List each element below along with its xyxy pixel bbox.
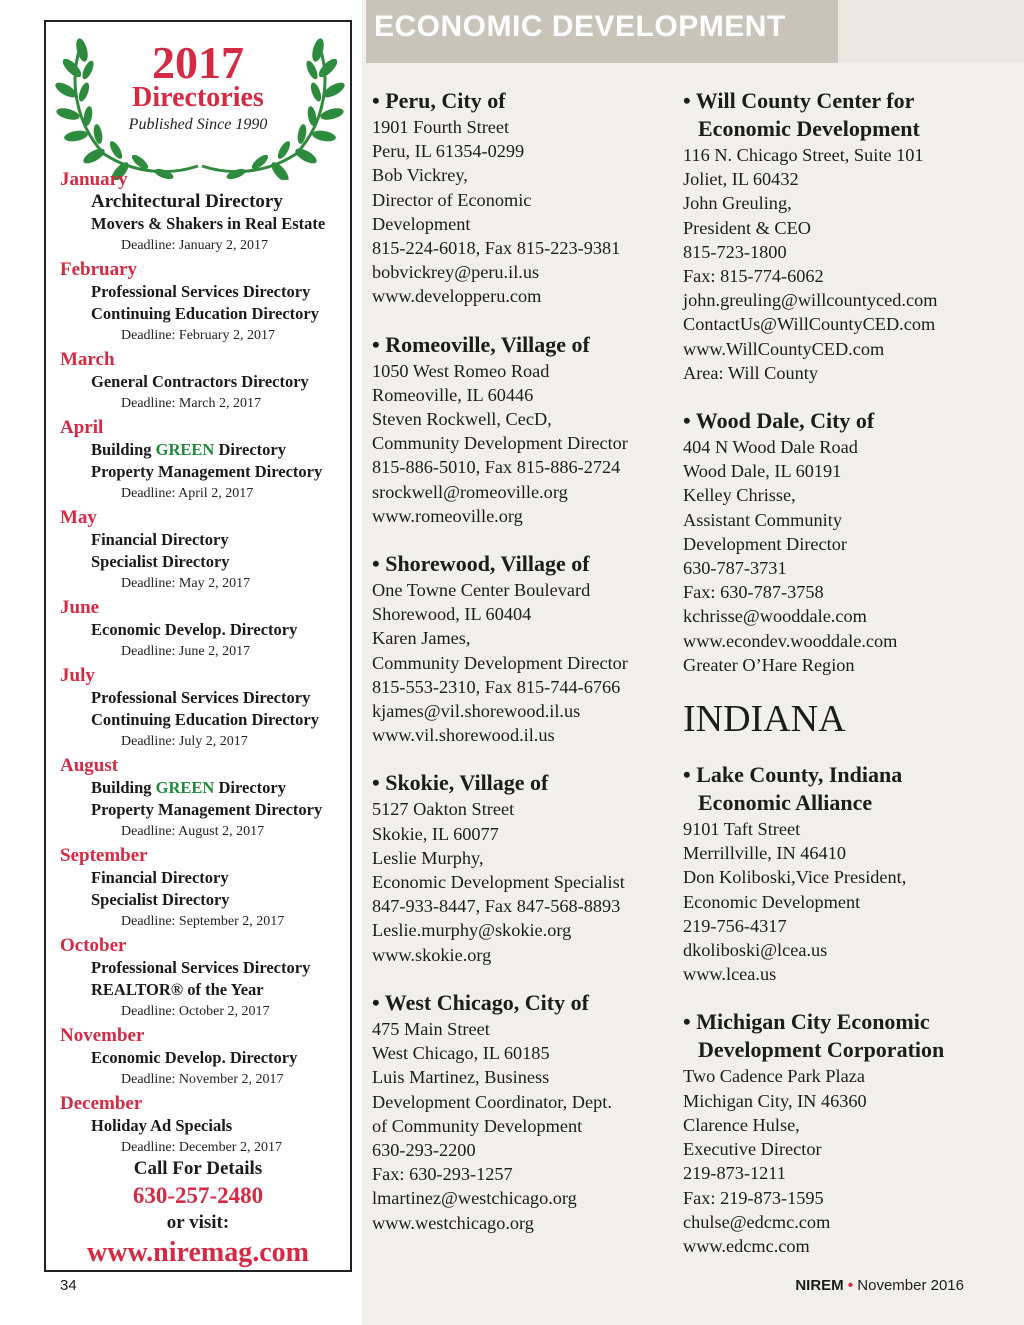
entry-link[interactable]: www.edcmc.com [683,1235,810,1256]
entry-link[interactable]: www.lcea.us [683,964,777,985]
entry-link[interactable]: www.econdev.wooddale.com [683,630,898,651]
entry-detail: Development Director [683,533,847,554]
column-left [372,87,672,1257]
entry-detail: Bob Vickrey, [372,165,468,186]
page-number: 34 [60,1277,77,1294]
green-label: GREEN [155,440,215,459]
deadline: Deadline: October 2, 2017 [121,1004,270,1019]
entry-detail: 815-553-2310, Fax 815-744-6766 [372,676,621,697]
entry-link[interactable]: john.greuling@willcountyced.com [683,290,938,311]
entry-name: • West Chicago, City of [372,989,589,1015]
directory-item-text: Directory [214,440,286,459]
entry-detail: President & CEO [683,217,811,238]
website-link[interactable]: www.niremag.com [87,1237,309,1268]
directory-item [91,957,350,979]
directory-item-text: Property Management Directory [91,800,323,819]
magazine-name: NIREM [795,1277,844,1294]
entry-detail: 1901 Fourth Street [372,117,510,137]
contact-phone[interactable]: 630-257-2480 [132,1183,264,1208]
directory-item [91,889,350,911]
deadline: Deadline: December 2, 2017 [121,1140,282,1155]
deadline: Deadline: November 2, 2017 [121,1072,284,1087]
deadline: Deadline: April 2, 2017 [121,486,254,501]
directories-year: 2017 [152,37,244,88]
directory-item-text: General Contractors Directory [91,372,309,391]
entry-detail: John Greuling, [683,193,792,214]
entry-detail: Wood Dale, IL 60191 [683,461,842,482]
month-name: January [60,169,128,190]
entry-detail: Romeoville, IL 60446 [372,384,534,405]
entry-link[interactable]: kjames@vil.shorewood.il.us [372,701,581,722]
call-to-action [46,1156,350,1270]
directory-item-text: Architectural Directory [91,191,283,212]
entry-detail: 630-787-3731 [683,558,787,579]
month-schedule [60,167,350,1159]
footer-separator: • [847,1277,854,1294]
entry-detail: Greater O’Hare Region [683,654,855,675]
directory-item-text: Building [91,778,156,797]
entry-detail: West Chicago, IL 60185 [372,1043,550,1064]
directory-item-text: Continuing Education Directory [91,304,319,323]
directory-item-text: Economic Develop. Directory [91,620,298,639]
directory-item-text: Financial Directory [91,868,229,887]
deadline: Deadline: July 2, 2017 [121,734,248,749]
entry-detail: Michigan City, IN 46360 [683,1090,867,1111]
entry-detail: Clarence Hulse, [683,1114,800,1135]
entry-link[interactable]: bobvickrey@peru.il.us [372,262,540,283]
directory-item [91,551,350,573]
directory-item-text: Directory [214,778,286,797]
directory-entry [372,769,672,966]
entry-detail: Fax: 219-873-1595 [683,1187,824,1208]
deadline: Deadline: March 2, 2017 [121,396,261,411]
month-name: February [60,259,138,280]
entry-detail: 815-886-5010, Fax 815-886-2724 [372,457,621,478]
month-name: September [60,845,148,866]
entry-detail: Development [372,213,471,234]
directory-item [91,281,350,303]
directory-item [91,979,350,1001]
directory-item [91,867,350,889]
entry-detail: Fax: 815-774-6062 [683,266,824,287]
entry-detail: Merrillville, IN 46410 [683,843,846,864]
entry-detail: 404 N Wood Dale Road [683,437,858,458]
entry-link[interactable]: www.vil.shorewood.il.us [372,725,555,746]
entry-detail: Steven Rockwell, CecD, [372,409,552,430]
directory-item-text: Continuing Education Directory [91,710,319,729]
entry-name: • Lake County, Indiana Economic Alliance [683,762,903,816]
entry-detail: Peru, IL 61354-0299 [372,141,525,162]
entry-detail: Kelley Chrisse, [683,485,796,506]
entry-name: • Shorewood, Village of [372,551,590,577]
header-bar-tail [838,0,1024,63]
directory-item-text: Financial Directory [91,530,229,549]
directory-entry [683,761,983,986]
month-name: April [60,417,104,438]
entry-detail: 116 N. Chicago Street, Suite 101 [683,145,924,165]
directory-entry [683,87,983,385]
entry-detail: Karen James, [372,628,471,649]
directory-entry [372,331,672,528]
entry-detail: of Community Development [372,1115,583,1136]
entry-detail: 847-933-8447, Fax 847-568-8893 [372,896,621,917]
entry-link[interactable]: Leslie.murphy@skokie.org [372,920,572,941]
entry-detail: 219-873-1211 [683,1163,786,1184]
entry-detail: Two Cadence Park Plaza [683,1066,865,1087]
entry-detail: One Towne Center Boulevard [372,580,591,601]
directories-sidebar [44,20,352,1272]
deadline: Deadline: February 2, 2017 [121,328,275,343]
entry-link[interactable]: ContactUs@WillCountyCED.com [683,314,936,335]
entry-link[interactable]: www.WillCountyCED.com [683,338,885,359]
entry-detail: 815-224-6018, Fax 815-223-9381 [372,238,621,259]
entry-detail: 475 Main Street [372,1018,490,1039]
entry-detail: Community Development Director [372,652,628,673]
directory-item-text: Holiday Ad Specials [91,1116,233,1135]
entry-detail: 815-723-1800 [683,241,787,262]
entry-link[interactable]: lmartinez@westchicago.org [372,1188,577,1209]
directory-item-text: Professional Services Directory [91,688,311,707]
published-since: Published Since 1990 [128,116,268,133]
directory-item [91,687,350,709]
month-name: August [60,755,119,776]
directory-item-text: Property Management Directory [91,462,323,481]
directory-item-text: Professional Services Directory [91,958,311,977]
directory-item-text: Professional Services Directory [91,282,311,301]
month-name: November [60,1025,145,1046]
month-name: July [60,665,95,686]
entry-detail: 9101 Taft Street [683,819,801,840]
entry-link[interactable]: chulse@edcmc.com [683,1211,831,1232]
green-label: GREEN [155,778,215,797]
entry-detail: Development Coordinator, Dept. [372,1091,612,1112]
entry-detail: Economic Development Specialist [372,872,625,893]
entry-detail: 630-293-2200 [372,1139,476,1160]
directory-item-text: Movers & Shakers in Real Estate [91,214,326,233]
entry-link[interactable]: kchrisse@wooddale.com [683,606,867,627]
directory-item-text: Economic Develop. Directory [91,1048,298,1067]
entry-detail: Luis Martinez, Business [372,1067,550,1088]
entry-link[interactable]: www.developperu.com [372,286,542,307]
deadline: Deadline: May 2, 2017 [121,576,251,591]
month-name: March [60,349,115,370]
directory-entry [372,550,672,747]
entry-detail: Community Development Director [372,433,628,454]
directory-entry [372,989,672,1235]
entry-detail: Shorewood, IL 60404 [372,604,532,625]
month-name: May [60,507,97,528]
deadline: Deadline: June 2, 2017 [121,644,251,659]
directory-item [91,1047,350,1069]
entry-detail: Fax: 630-787-3758 [683,582,824,603]
directory-entry [372,87,672,309]
entry-link[interactable]: dkoliboski@lcea.us [683,940,828,961]
directory-item [91,191,350,213]
entry-detail: Assistant Community [683,509,842,530]
entry-link[interactable]: srockwell@romeoville.org [372,481,568,502]
entry-name: • Skokie, Village of [372,770,549,796]
deadline: Deadline: August 2, 2017 [121,824,265,839]
issue-date: November 2016 [857,1277,964,1294]
entry-detail: 1050 West Romeo Road [372,360,550,381]
month-name: December [60,1093,143,1114]
entry-name: • Wood Dale, City of [683,408,875,434]
entry-detail: Fax: 630-293-1257 [372,1164,513,1185]
entry-detail: Area: Will County [683,362,819,383]
entry-name: • Will County Center for Economic Development [683,88,920,141]
directory-item [91,371,350,393]
directory-item [91,709,350,731]
directory-item-text: Specialist Directory [91,552,230,571]
section-title: ECONOMIC DEVELOPMENT [374,10,786,43]
entry-detail: 5127 Oakton Street [372,799,515,820]
directory-item [91,303,350,325]
directory-item [91,1115,350,1137]
entry-link[interactable]: www.skokie.org [372,944,492,965]
visit-label: or visit: [166,1212,230,1233]
entry-detail: Leslie Murphy, [372,847,484,868]
directory-item [91,799,350,821]
entry-detail: 219-756-4317 [683,915,787,936]
directory-item-text: REALTOR® of the Year [91,980,264,999]
footer-issue [795,1277,964,1294]
directory-item [91,439,350,461]
directory-item [91,461,350,483]
call-for-details: Call For Details [133,1158,263,1179]
column-right [683,87,983,1280]
deadline: Deadline: January 2, 2017 [121,238,268,253]
month-name: October [60,935,127,956]
entry-name: • Romeoville, Village of [372,331,590,357]
entry-link[interactable]: www.westchicago.org [372,1212,534,1233]
entry-detail: Joliet, IL 60432 [683,169,799,190]
directory-entry [683,407,983,677]
entry-detail: Don Koliboski,Vice President, [683,867,907,888]
entry-detail: Skokie, IL 60077 [372,823,499,844]
directory-item [91,619,350,641]
entry-name: • Peru, City of [372,88,506,113]
deadline: Deadline: September 2, 2017 [121,914,285,929]
entry-name: • Michigan City Economic Development Corporation [683,1009,945,1063]
directory-item [91,213,350,235]
state-heading: INDIANA [683,698,846,741]
directories-title: Directories [132,82,264,113]
directory-item [91,529,350,551]
entry-detail: Executive Director [683,1139,822,1160]
month-name: June [60,597,100,618]
directory-entry [683,1008,983,1258]
directory-item [91,777,350,799]
directory-item-text: Building [91,440,156,459]
entry-detail: Economic Development [683,891,861,912]
entry-link[interactable]: www.romeoville.org [372,505,523,526]
directory-item-text: Specialist Directory [91,890,230,909]
entry-detail: Director of Economic [372,189,532,210]
